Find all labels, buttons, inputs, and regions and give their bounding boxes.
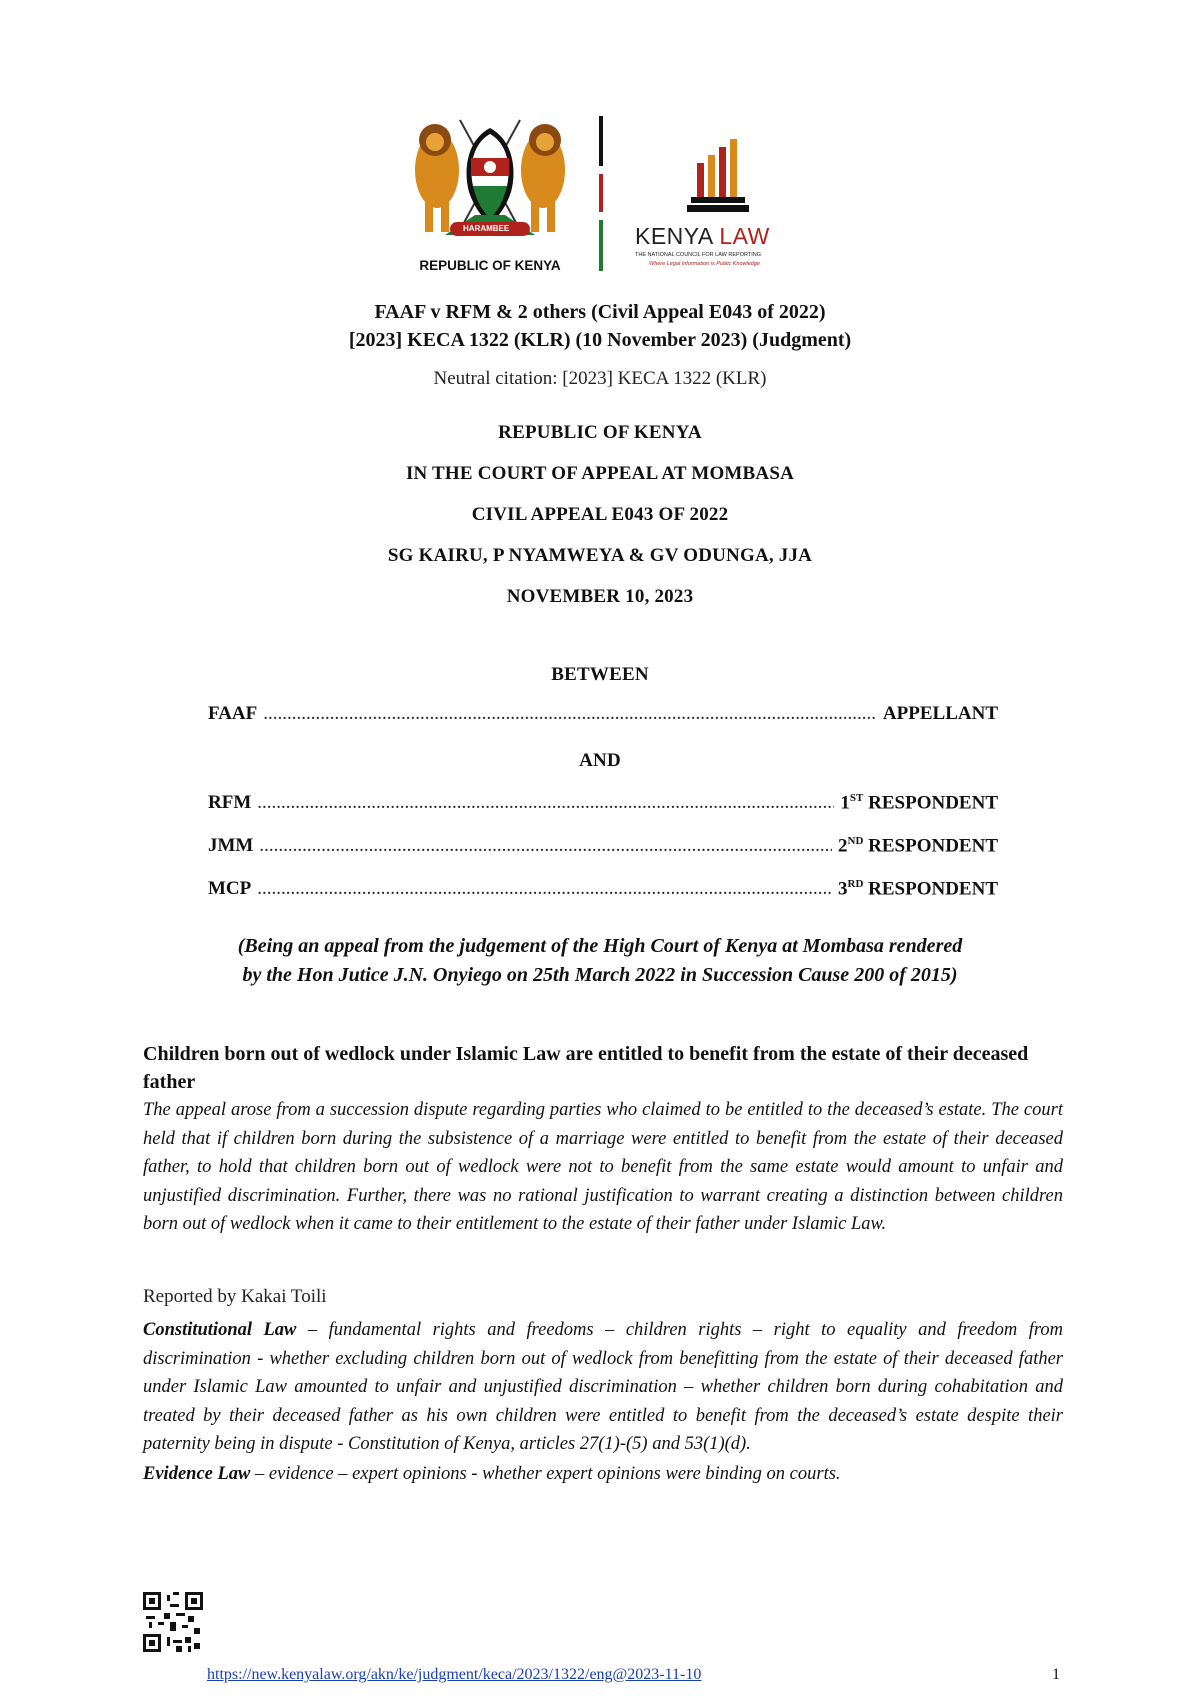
- appeal-note-line1: (Being an appeal from the judgement of the High Court of Kenya at Mombasa rendered: [237, 935, 963, 957]
- keyword-term: Evidence Law: [143, 1464, 251, 1484]
- qr-code: [143, 1592, 203, 1652]
- appellant-role: APPELLANT: [882, 703, 998, 724]
- respondent-row: [208, 878, 998, 906]
- motto-text: HARAMBEE: [463, 224, 510, 233]
- republic-heading: REPUBLIC OF KENYA: [498, 422, 702, 443]
- keyword-text: – fundamental rights and freedoms – children rights – right to equality and freedom from discrimination - whether excluding children born out of wedlock from benefitting from the estate of their deceased father under Islamic Law amounted to unfair and unjustified discrimination – whether children born during cohabitation and treated by their deceased father as his own children were entitled to benefit from the deceased’s estate despite their paternity being in dispute - Constitution of Kenya, articles 27(1)-(5) and 53(1)(d).: [143, 1320, 1063, 1454]
- kenya-law-logo: [635, 135, 810, 265]
- kenya-law-word2: LAW: [719, 223, 770, 249]
- case-title-line2: [2023] KECA 1322 (KLR) (10 November 2023) (Judgment): [348, 329, 852, 351]
- qr-code-icon: [143, 1592, 203, 1652]
- flag-divider: [599, 116, 603, 271]
- respondent-role: RESPONDENT: [868, 792, 998, 814]
- leader-dots: [259, 835, 832, 857]
- respondent-name: RFM: [208, 792, 252, 814]
- page-number: 1: [1052, 1666, 1060, 1683]
- keyword-constitutional-law: [143, 1316, 1063, 1459]
- reporter-line: Reported by Kakai Toili: [143, 1286, 327, 1307]
- respondent-role: RESPONDENT: [868, 835, 998, 857]
- respondent-name: MCP: [208, 878, 252, 900]
- court-heading: IN THE COURT OF APPEAL AT MOMBASA: [405, 463, 795, 484]
- ordinal-suffix: RD: [847, 878, 864, 890]
- appellant-name: FAAF: [208, 703, 258, 724]
- leader-dots: [257, 878, 832, 900]
- appeal-note-line2: by the Hon Jutice J.N. Onyiego on 25th March 2022 in Succession Cause 200 of 2015): [242, 964, 958, 986]
- kenya-law-word1: KENYA: [635, 223, 713, 249]
- case-title-line1: FAAF v RFM & 2 others (Civil Appeal E043 of 2022): [374, 301, 826, 323]
- respondent-ordinal: 3: [838, 878, 848, 900]
- judgment-url-link[interactable]: https://new.kenyalaw.org/akn/ke/judgment/keca/2023/1322/eng@2023-11-10: [207, 1666, 702, 1683]
- coat-of-arms-caption: REPUBLIC OF KENYA: [419, 258, 561, 273]
- keyword-term: Constitutional Law: [143, 1320, 297, 1340]
- leader-dots: [257, 792, 834, 814]
- respondent-name: JMM: [208, 835, 254, 857]
- appellant-row: [208, 703, 998, 731]
- respondent-row: [208, 792, 998, 820]
- kenya-law-tagline1: THE NATIONAL COUNCIL FOR LAW REPORTING: [635, 252, 762, 258]
- appeal-number: CIVIL APPEAL E043 OF 2022: [471, 504, 729, 525]
- keyword-text: – evidence – expert opinions - whether expert opinions were binding on courts.: [250, 1464, 841, 1484]
- leader-dots: [263, 703, 877, 725]
- judgment-date: NOVEMBER 10, 2023: [506, 586, 694, 607]
- kenya-law-tagline2: Where Legal Information is Public Knowledge: [649, 261, 760, 267]
- keyword-evidence-law: [143, 1460, 1063, 1489]
- ordinal-suffix: ND: [847, 835, 864, 847]
- summary-heading: Children born out of wedlock under Islamic Law are entitled to benefit from the estate of their deceased father: [143, 1043, 1029, 1093]
- respondent-role: RESPONDENT: [868, 878, 998, 900]
- neutral-citation: Neutral citation: [2023] KECA 1322 (KLR): [433, 368, 767, 389]
- coat-of-arms: [405, 110, 575, 275]
- respondent-row: [208, 835, 998, 863]
- kenya-law-pillar-icon: [687, 135, 757, 215]
- between-label: BETWEEN: [551, 664, 649, 685]
- respondent-ordinal: 1: [840, 792, 850, 814]
- respondent-ordinal: 2: [838, 835, 848, 857]
- summary-body: The appeal arose from a succession dispute regarding parties who claimed to be entitled to the deceased’s estate. The court held that if children born during the subsistence of a marriage were entitled to benefit from the estate of their deceased father, to hold that children born out of wedlock were not to benefit from the same estate would amount to unfair and unjustified discrimination. Further, there was no rational justification to warrant creating a distinction between children born out of wedlock when it came to their entitlement to the estate of their father under Islamic Law.: [143, 1100, 1063, 1234]
- ordinal-suffix: ST: [849, 792, 864, 804]
- and-label: AND: [579, 750, 621, 771]
- judges: SG KAIRU, P NYAMWEYA & GV ODUNGA, JJA: [387, 545, 813, 566]
